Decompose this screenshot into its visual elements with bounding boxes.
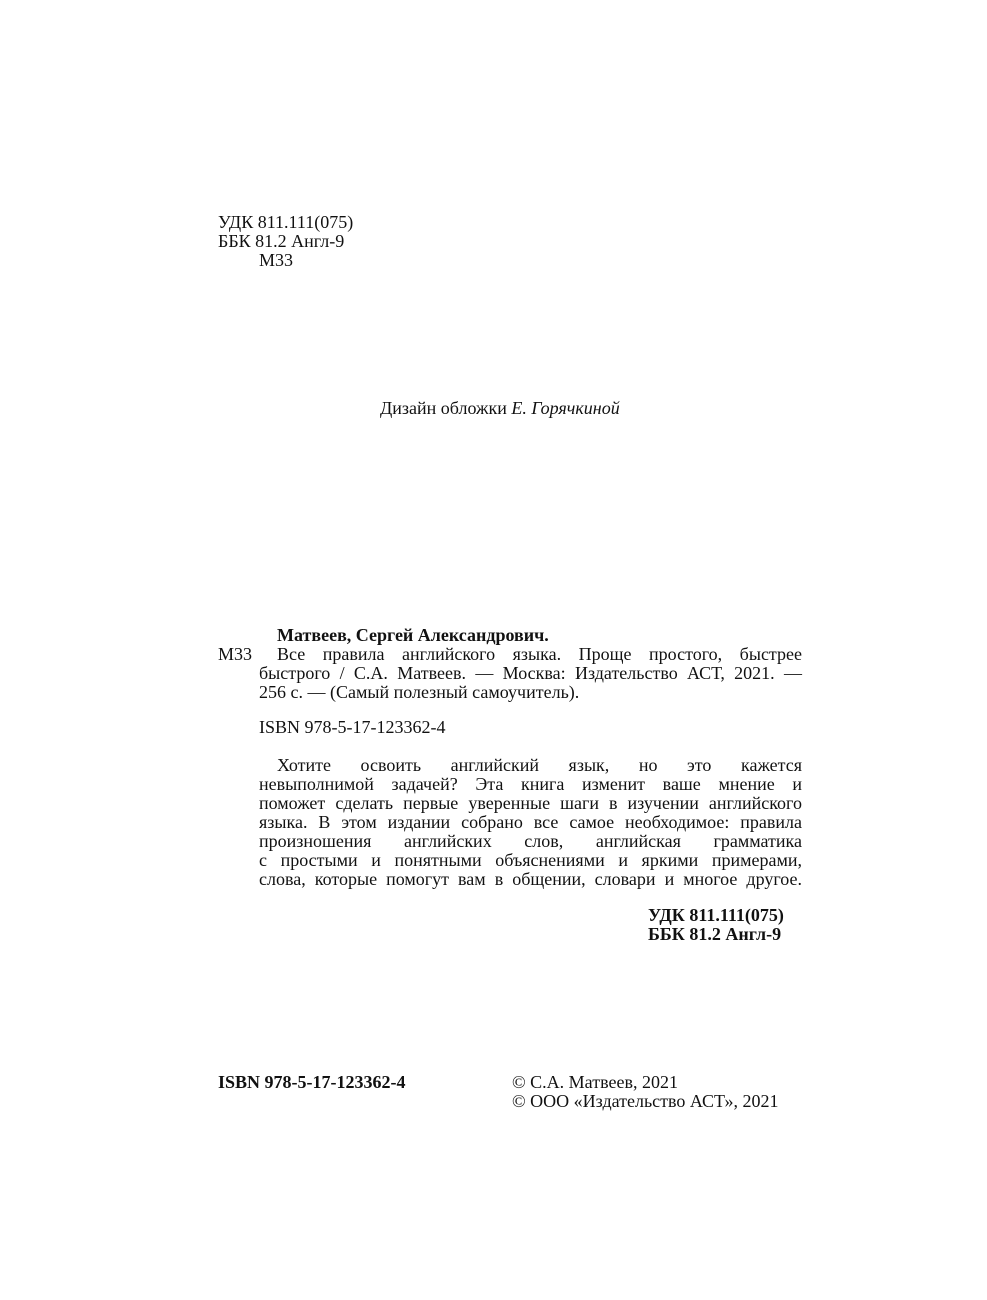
footer-isbn: ISBN 978-5-17-123362-4 [218, 1072, 406, 1092]
bibliographic-line: Все правила английского языка. Проще простого, быстрее [277, 644, 802, 664]
bbk-index-top: ББК 81.2 Англ-9 [218, 231, 345, 251]
bbk-index-card: ББК 81.2 Англ-9 [648, 924, 782, 944]
catalog-isbn: ISBN 978-5-17-123362-4 [259, 717, 446, 737]
bibliographic-line: быстрого / С.А. Матвеев. — Москва: Издательство АСТ, 2021. — [259, 663, 802, 683]
annotation-line: слова, которые помогут вам в общении, словари и многое другое. [259, 869, 802, 889]
annotation-line: с простыми и понятными объяснениями и яркими примерами, [259, 850, 802, 870]
udk-index-card: УДК 811.111(075) [648, 905, 784, 925]
annotation-line: поможет сделать первые уверенные шаги в изучении английского [259, 793, 802, 813]
copyright-author: © С.А. Матвеев, 2021 [512, 1072, 678, 1092]
cover-design-credit [380, 399, 620, 418]
annotation-line: языка. В этом издании собрано все самое необходимое: правила [259, 812, 802, 832]
annotation-line: Хотите освоить английский язык, но это кажется [277, 755, 802, 775]
cover-design-label: Дизайн обложки [380, 398, 512, 418]
author-sign-top: М33 [259, 250, 294, 270]
annotation-line: невыполнимой задачей? Эта книга изменит ваше мнение и [259, 774, 802, 794]
udk-index-top: УДК 811.111(075) [218, 212, 354, 232]
annotation [259, 756, 802, 889]
catalog-author-sign: М33 [218, 644, 253, 664]
copyright-publisher: © ООО «Издательство АСТ», 2021 [512, 1091, 779, 1111]
bibliographic-line: 256 с. — (Самый полезный самоучитель). [259, 682, 580, 702]
bibliographic-description [259, 645, 802, 702]
annotation-line: произношения английских слов, английская грамматика [259, 831, 802, 851]
cover-designer-name: Е. Горячкиной [511, 398, 620, 418]
catalog-author-heading: Матвеев, Сергей Александрович. [277, 625, 549, 645]
